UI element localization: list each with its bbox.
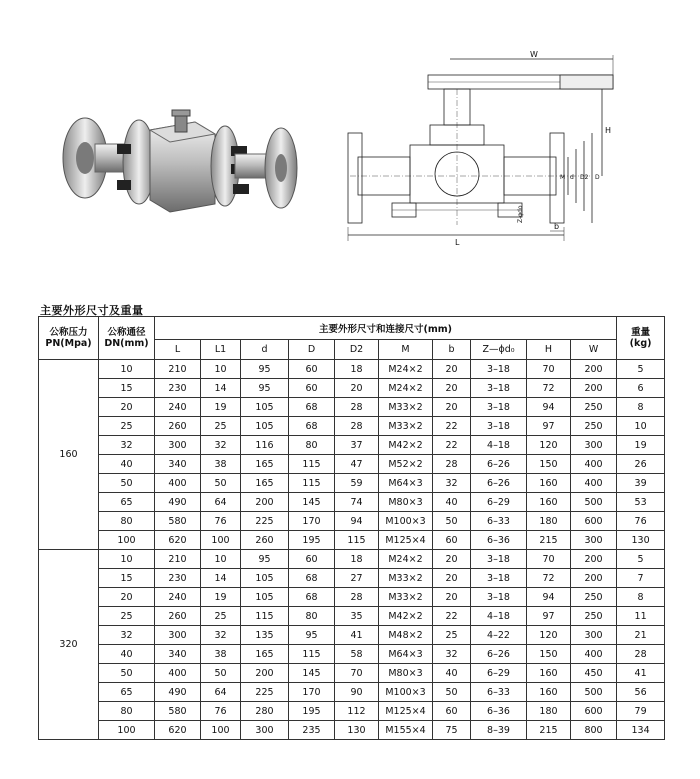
table-row [39,550,665,569]
table-cell: 5 [617,360,665,379]
table-cell: 39 [617,474,665,493]
table-cell: 6–36 [471,531,527,550]
column-header: D2 [335,340,379,360]
table-cell: 7 [617,569,665,588]
table-cell: 50 [99,474,155,493]
table-cell: 215 [527,531,571,550]
table-cell: 400 [571,645,617,664]
table-cell: 10 [201,550,241,569]
table-cell: M33×2 [379,398,433,417]
table-cell: 27 [335,569,379,588]
table-cell: 6–29 [471,664,527,683]
table-cell: 50 [201,474,241,493]
table-cell: 68 [289,398,335,417]
table-cell: 28 [335,588,379,607]
table-cell: 90 [335,683,379,702]
table-row [39,607,665,626]
table-cell: 74 [335,493,379,512]
table-cell: M125×4 [379,702,433,721]
table-cell: 130 [335,721,379,740]
table-cell: M100×3 [379,512,433,531]
table-cell: 620 [155,721,201,740]
table-cell: M48×2 [379,626,433,645]
table-cell: 40 [433,493,471,512]
table-cell: 3–18 [471,417,527,436]
table-row [39,455,665,474]
table-cell: 620 [155,531,201,550]
table-cell: 68 [289,417,335,436]
table-caption: 主要外形尺寸及重量 [40,304,144,317]
table-cell: 94 [335,512,379,531]
table-cell: 37 [335,436,379,455]
table-cell: 11 [617,607,665,626]
table-cell: M125×4 [379,531,433,550]
table-cell: 32 [99,626,155,645]
table-cell: 28 [617,645,665,664]
table-cell: 300 [571,436,617,455]
dimension-table [38,316,665,740]
table-cell: 60 [289,360,335,379]
table-row [39,569,665,588]
table-cell: 19 [617,436,665,455]
valve-technical-drawing [340,45,625,250]
table-cell: 3–18 [471,588,527,607]
table-cell: 20 [433,569,471,588]
table-cell: 32 [433,474,471,493]
table-row [39,702,665,721]
table-cell: M42×2 [379,607,433,626]
table-cell: 260 [241,531,289,550]
table-cell: 10 [99,550,155,569]
pressure-cell: 320 [39,550,99,740]
table-cell: 95 [289,626,335,645]
table-cell: 41 [617,664,665,683]
table-cell: 32 [433,645,471,664]
table-cell: 64 [201,493,241,512]
label-b: b [554,222,560,231]
table-cell: 230 [155,379,201,398]
table-cell: 80 [99,702,155,721]
table-cell: 280 [241,702,289,721]
table-cell: 215 [527,721,571,740]
table-cell: 19 [201,398,241,417]
column-header: W [571,340,617,360]
table-cell: 115 [241,607,289,626]
table-cell: 32 [201,626,241,645]
table-cell: 80 [99,512,155,531]
table-cell: 400 [571,474,617,493]
label-M: M [560,174,566,181]
table-cell: 165 [241,455,289,474]
table-cell: 80 [289,436,335,455]
table-cell: M33×2 [379,569,433,588]
table-cell: M42×2 [379,436,433,455]
table-cell: 225 [241,512,289,531]
table-row [39,493,665,512]
label-W: W [530,50,538,59]
table-cell: 95 [241,360,289,379]
table-cell: 97 [527,607,571,626]
table-cell: 6–29 [471,493,527,512]
table-cell: 490 [155,683,201,702]
table-cell: 250 [571,607,617,626]
table-cell: 120 [527,436,571,455]
table-cell: 400 [571,455,617,474]
table-cell: 65 [99,683,155,702]
table-cell: 105 [241,417,289,436]
table-row [39,379,665,398]
table-cell: 260 [155,417,201,436]
table-cell: 300 [241,721,289,740]
table-cell: 195 [289,702,335,721]
table-cell: 8 [617,588,665,607]
table-cell: 53 [617,493,665,512]
table-cell: 40 [99,455,155,474]
table-cell: 200 [571,360,617,379]
table-cell: 60 [433,531,471,550]
table-cell: 240 [155,588,201,607]
table-cell: 25 [201,417,241,436]
table-cell: 35 [335,607,379,626]
table-cell: 112 [335,702,379,721]
label-L: L [455,238,460,247]
table-cell: 28 [335,398,379,417]
column-header: L1 [201,340,241,360]
table-cell: 8–39 [471,721,527,740]
table-cell: 3–18 [471,379,527,398]
table-cell: 60 [289,379,335,398]
weight-header: 重量 (kg) [617,317,665,360]
table-row [39,626,665,645]
table-cell: 20 [335,379,379,398]
table-cell: 210 [155,550,201,569]
table-cell: 8 [617,398,665,417]
table-cell: 115 [289,645,335,664]
table-cell: 6–26 [471,455,527,474]
table-cell: 59 [335,474,379,493]
table-cell: 50 [433,512,471,531]
table-cell: 25 [433,626,471,645]
table-cell: 6–33 [471,512,527,531]
table-cell: 21 [617,626,665,645]
table-cell: 160 [527,493,571,512]
table-cell: 240 [155,398,201,417]
table-cell: 60 [289,550,335,569]
table-row [39,664,665,683]
dims-group-header: 主要外形尺寸和连接尺寸(mm) [155,317,617,340]
column-header: D [289,340,335,360]
table-cell: 6–33 [471,683,527,702]
table-cell: 450 [571,664,617,683]
table-cell: 97 [527,417,571,436]
table-cell: 580 [155,702,201,721]
column-header: Z—ϕd₀ [471,340,527,360]
table-cell: 68 [289,569,335,588]
table-cell: 135 [241,626,289,645]
table-cell: 200 [571,379,617,398]
table-cell: M155×4 [379,721,433,740]
table-cell: 400 [155,664,201,683]
table-cell: 38 [201,455,241,474]
table-cell: 6–36 [471,702,527,721]
table-cell: 20 [433,550,471,569]
table-cell: 200 [571,569,617,588]
table-cell: 6–26 [471,474,527,493]
column-header: H [527,340,571,360]
table-cell: 250 [571,398,617,417]
table-cell: 19 [201,588,241,607]
table-cell: M24×2 [379,360,433,379]
table-row [39,360,665,379]
table-cell: 170 [289,512,335,531]
table-row [39,645,665,664]
table-cell: 5 [617,550,665,569]
table-cell: 72 [527,569,571,588]
table-cell: 20 [433,398,471,417]
table-row [39,512,665,531]
table-cell: 20 [433,360,471,379]
table-cell: 32 [201,436,241,455]
table-cell: M80×3 [379,493,433,512]
table-cell: 200 [241,493,289,512]
table-cell: 150 [527,455,571,474]
table-cell: 130 [617,531,665,550]
table-cell: 14 [201,569,241,588]
table-cell: 14 [201,379,241,398]
table-row [39,474,665,493]
table-cell: 145 [289,664,335,683]
valve-photo [55,100,305,230]
table-cell: 50 [433,683,471,702]
table-cell: 580 [155,512,201,531]
table-cell: 6–26 [471,645,527,664]
table-cell: 115 [335,531,379,550]
table-row [39,588,665,607]
table-cell: 50 [99,664,155,683]
column-header: d [241,340,289,360]
table-cell: 3–18 [471,569,527,588]
pn-header: 公称压力 PN(Mpa) [39,317,99,360]
table-cell: 22 [433,417,471,436]
table-cell: 20 [99,588,155,607]
label-H: H [605,126,612,135]
table-cell: 28 [335,417,379,436]
table-cell: 100 [99,721,155,740]
table-cell: 145 [289,493,335,512]
table-row [39,531,665,550]
column-header: M [379,340,433,360]
table-cell: 100 [99,531,155,550]
table-cell: 340 [155,455,201,474]
table-cell: 47 [335,455,379,474]
table-cell: 65 [99,493,155,512]
table-cell: 115 [289,474,335,493]
table-cell: 165 [241,474,289,493]
table-cell: M64×3 [379,474,433,493]
table-cell: 20 [99,398,155,417]
table-cell: 72 [527,379,571,398]
table-cell: M100×3 [379,683,433,702]
table-cell: 4–22 [471,626,527,645]
label-d: d [570,174,574,181]
table-cell: 18 [335,360,379,379]
table-cell: 600 [571,702,617,721]
column-header: b [433,340,471,360]
table-cell: 195 [289,531,335,550]
table-cell: 70 [335,664,379,683]
table-cell: 100 [201,721,241,740]
table-cell: 18 [335,550,379,569]
table-cell: M52×2 [379,455,433,474]
dn-header: 公称通径 DN(mm) [99,317,155,360]
table-cell: 115 [289,455,335,474]
table-cell: 32 [99,436,155,455]
table-cell: M64×3 [379,645,433,664]
table-cell: 25 [99,417,155,436]
table-cell: 180 [527,702,571,721]
table-cell: 76 [201,512,241,531]
table-cell: 160 [527,683,571,702]
table-cell: 4–18 [471,607,527,626]
table-row [39,721,665,740]
table-cell: 76 [617,512,665,531]
table-row [39,436,665,455]
table-cell: 15 [99,569,155,588]
table-cell: 4–18 [471,436,527,455]
table-cell: M24×2 [379,550,433,569]
table-cell: 94 [527,588,571,607]
label-Z: Z-φdo [517,205,524,223]
table-cell: 56 [617,683,665,702]
table-cell: 170 [289,683,335,702]
table-cell: 70 [527,550,571,569]
table-cell: 250 [571,588,617,607]
table-cell: 70 [527,360,571,379]
table-cell: 20 [433,379,471,398]
table-cell: 490 [155,493,201,512]
table-row [39,683,665,702]
table-cell: 15 [99,379,155,398]
table-row [39,417,665,436]
table-cell: 3–18 [471,550,527,569]
table-cell: 3–18 [471,398,527,417]
table-cell: 95 [241,550,289,569]
table-cell: 300 [155,626,201,645]
table-cell: 94 [527,398,571,417]
table-cell: 25 [99,607,155,626]
table-cell: M33×2 [379,588,433,607]
column-header: L [155,340,201,360]
table-cell: 68 [289,588,335,607]
table-cell: 75 [433,721,471,740]
table-cell: 10 [617,417,665,436]
table-cell: 22 [433,607,471,626]
table-cell: 180 [527,512,571,531]
table-cell: M33×2 [379,417,433,436]
table-cell: 40 [433,664,471,683]
table-cell: 79 [617,702,665,721]
table-cell: 80 [289,607,335,626]
table-cell: 250 [571,417,617,436]
table-cell: 100 [201,531,241,550]
table-cell: 500 [571,493,617,512]
table-cell: 165 [241,645,289,664]
table-cell: M24×2 [379,379,433,398]
table-cell: 120 [527,626,571,645]
table-cell: 500 [571,683,617,702]
table-cell: 230 [155,569,201,588]
table-cell: 95 [241,379,289,398]
table-cell: 210 [155,360,201,379]
table-cell: 160 [527,664,571,683]
table-cell: 225 [241,683,289,702]
table-cell: 300 [571,626,617,645]
table-cell: 22 [433,436,471,455]
table-cell: 76 [201,702,241,721]
table-cell: 300 [571,531,617,550]
table-cell: 400 [155,474,201,493]
table-cell: 60 [433,702,471,721]
table-cell: 28 [433,455,471,474]
table-row [39,398,665,417]
table-cell: 105 [241,569,289,588]
table-cell: 38 [201,645,241,664]
table-cell: 160 [527,474,571,493]
table-cell: 20 [433,588,471,607]
table-cell: 10 [99,360,155,379]
table-cell: 105 [241,588,289,607]
pressure-cell: 160 [39,360,99,550]
table-cell: 200 [241,664,289,683]
table-cell: 260 [155,607,201,626]
table-cell: 800 [571,721,617,740]
table-cell: 235 [289,721,335,740]
table-cell: 25 [201,607,241,626]
table-cell: 10 [201,360,241,379]
table-cell: 105 [241,398,289,417]
table-cell: 150 [527,645,571,664]
table-cell: 116 [241,436,289,455]
table-cell: 340 [155,645,201,664]
table-cell: 200 [571,550,617,569]
table-cell: 134 [617,721,665,740]
table-cell: 300 [155,436,201,455]
label-D: D [595,174,600,181]
table-cell: 40 [99,645,155,664]
table-cell: 64 [201,683,241,702]
table-cell: 600 [571,512,617,531]
table-cell: M80×3 [379,664,433,683]
label-D2: D2 [580,174,589,181]
table-cell: 58 [335,645,379,664]
table-cell: 26 [617,455,665,474]
table-cell: 3–18 [471,360,527,379]
table-cell: 6 [617,379,665,398]
table-cell: 41 [335,626,379,645]
table-cell: 50 [201,664,241,683]
